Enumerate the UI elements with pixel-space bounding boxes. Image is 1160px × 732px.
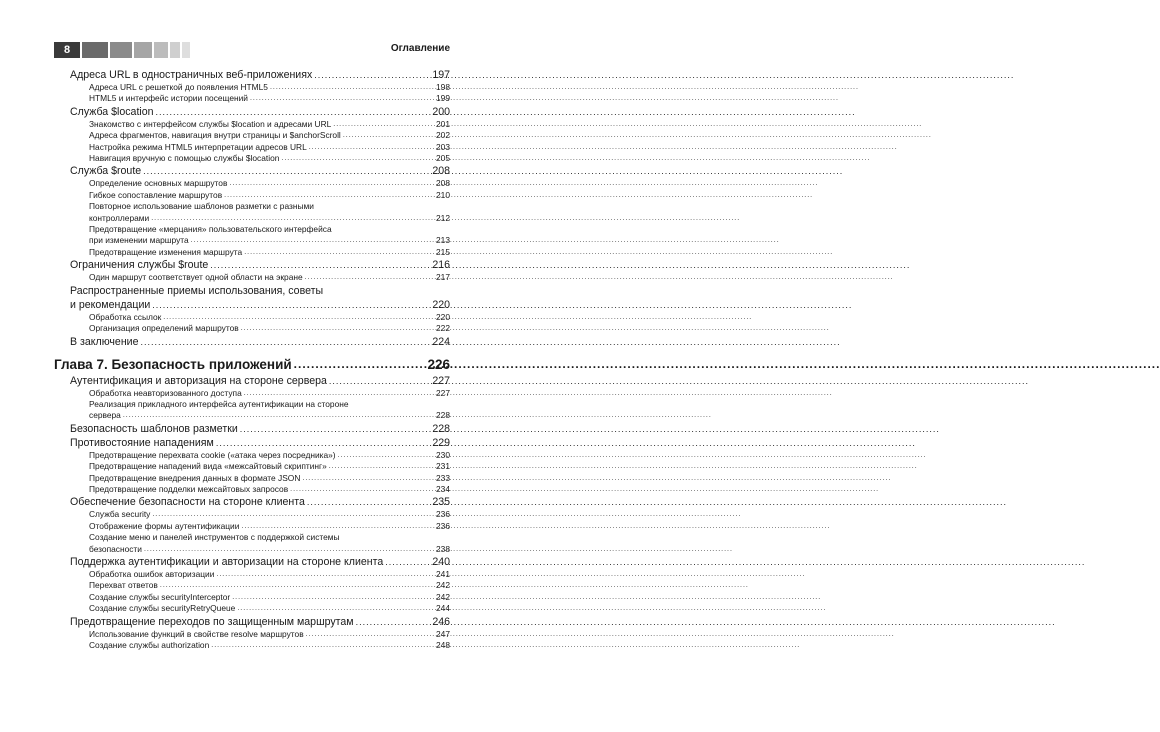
toc-subsection[interactable]: [54, 484, 450, 495]
dot-leader: [309, 142, 434, 153]
toc-entry-title: Служба security: [89, 509, 151, 520]
toc-entry-title: Безопасность шаблонов разметки: [70, 422, 238, 435]
toc-page-number: 203: [436, 141, 450, 152]
toc-subsection[interactable]: [54, 461, 450, 472]
dot-leader: [191, 235, 434, 246]
toc-subsection[interactable]: [54, 235, 450, 246]
dot-leader: [151, 213, 434, 224]
toc-page-number: 226: [427, 356, 450, 372]
toc-entry-title: Создание службы authorization: [89, 640, 210, 650]
dot-leader: [329, 374, 430, 388]
dot-leader: [244, 247, 434, 258]
toc-entry-lead: Распространенные приемы использования, советы: [70, 284, 324, 297]
toc-page-number: 234: [436, 483, 450, 494]
dot-leader: [156, 105, 431, 119]
toc-page-number: 199: [436, 93, 450, 104]
dot-leader: [333, 119, 434, 130]
page-number: 8: [54, 42, 80, 58]
toc-subsection[interactable]: [54, 629, 450, 640]
toc-entry-title: Один маршрут соответствует одной области на экране: [89, 272, 303, 283]
toc-subsection[interactable]: [54, 521, 450, 532]
toc-page-number: 217: [436, 272, 450, 283]
toc-entry-lead: Предотвращение «мерцания» пользовательского интерфейса: [89, 224, 332, 235]
toc-entry-title: и рекомендации: [70, 298, 151, 311]
toc-entry-title: сервера: [89, 410, 121, 421]
toc-entry-title: Обработка ссылок: [89, 311, 162, 322]
toc-section[interactable]: [54, 68, 450, 82]
dot-leader: [160, 580, 434, 591]
toc-entry-title: Определение основных маршрутов: [89, 178, 228, 189]
toc-subsection[interactable]: [54, 473, 450, 484]
toc-entry-title: Адреса фрагментов, навигация внутри страницы и $anchorScroll: [89, 130, 341, 141]
toc-subsection[interactable]: [54, 153, 450, 164]
page-header: [54, 42, 450, 58]
toc-page-number: 197: [432, 69, 450, 81]
dot-leader: [144, 544, 434, 555]
toc-subsection[interactable]: [54, 592, 450, 603]
toc-entry-title: Предотвращение переходов по защищенным маршрутам: [70, 615, 354, 628]
toc-subsection[interactable]: [54, 93, 450, 104]
toc-page-number: 236: [436, 520, 450, 531]
header-bar: [170, 42, 180, 58]
dot-leader: [329, 461, 434, 472]
toc-section[interactable]: [54, 164, 450, 178]
toc-page-number: 230: [436, 449, 450, 460]
header-decoration-bars: [82, 42, 190, 58]
toc-entry-title: Аутентификация и авторизация на стороне сервера: [70, 374, 327, 387]
dot-leader: [152, 509, 434, 520]
toc-entry-title: Гибкое сопоставление маршрутов: [89, 189, 223, 200]
toc-subsection[interactable]: [54, 142, 450, 153]
toc-entry-title: Обеспечение безопасности на стороне клиента: [70, 496, 305, 509]
toc-entry-title: В заключение: [70, 335, 139, 348]
dot-leader: [356, 615, 431, 629]
toc-page-number: 222: [436, 323, 450, 334]
toc-page-number: 228: [432, 422, 450, 435]
header-bar: [82, 42, 108, 58]
dot-leader: [240, 422, 431, 436]
dot-leader: [163, 312, 434, 323]
header-bar: [154, 42, 168, 58]
dot-leader: [294, 355, 426, 374]
toc-subsection[interactable]: [54, 544, 450, 555]
toc-subsection[interactable]: [54, 569, 450, 580]
dot-leader: [244, 388, 434, 399]
toc-page-number: 198: [436, 82, 450, 92]
toc-entry-title: Ограничения службы $route: [70, 259, 209, 272]
toc-subsection[interactable]: [54, 410, 450, 421]
toc-page-number: 247: [436, 628, 450, 639]
toc-section[interactable]: [54, 298, 450, 312]
toc-section[interactable]: [54, 422, 450, 436]
dot-leader: [302, 473, 434, 484]
dot-leader: [338, 450, 434, 461]
toc-subsection[interactable]: [54, 247, 450, 258]
toc-subsection[interactable]: [54, 450, 450, 461]
toc-page-number: 213: [436, 235, 450, 246]
dot-leader: [210, 258, 430, 272]
dot-leader: [305, 272, 434, 283]
toc-section[interactable]: [54, 335, 450, 349]
header-bar: [134, 42, 152, 58]
toc-page-number: 208: [436, 178, 450, 189]
toc-entry-lead: Реализация прикладного интерфейса аутентификации на стороне: [89, 398, 349, 409]
toc-entry-title: Обработка ошибок авторизации: [89, 568, 215, 579]
toc-page-number: 238: [436, 543, 450, 554]
toc-page-number: 212: [436, 212, 450, 223]
dot-leader: [241, 521, 434, 532]
toc-subsection[interactable]: [54, 130, 450, 141]
toc-subsection[interactable]: [54, 82, 450, 93]
toc-section[interactable]: [54, 555, 450, 569]
toc-entry-title: Поддержка аутентификации и авторизации на стороне клиента: [70, 555, 384, 568]
toc-entry-title: Предотвращение нападений вида «межсайтовый скриптинг»: [89, 461, 327, 472]
toc-page-number: 244: [436, 603, 450, 614]
toc-page-number: 220: [432, 298, 450, 311]
toc-page-number: 231: [436, 461, 450, 472]
toc-entry-title: Глава 7. Безопасность приложений: [54, 356, 292, 372]
toc-page-number: 241: [436, 568, 450, 579]
dot-leader: [306, 629, 434, 640]
toc-subsection[interactable]: [54, 272, 450, 283]
dot-leader: [216, 569, 434, 580]
toc-page-number: 200: [432, 105, 450, 118]
toc-page-number: 201: [436, 118, 450, 129]
toc-entry-title: Знакомство с интерфейсом службы $location и адресами URL: [89, 118, 332, 129]
toc-entry-title: Предотвращение изменения маршрута: [89, 246, 243, 257]
toc-page-number: 202: [436, 130, 450, 141]
toc-entry-title: HTML5 и интерфейс истории посещений: [89, 93, 248, 104]
dot-leader: [290, 484, 434, 495]
toc-section[interactable]: [54, 615, 450, 629]
toc-page-number: 215: [436, 246, 450, 257]
toc-entry-title: Организация определений маршрутов: [89, 323, 239, 334]
dot-leader: [237, 603, 434, 614]
toc-entry-title: при изменении маршрута: [89, 235, 189, 246]
toc-page-number: 248: [436, 640, 450, 650]
toc-subsection[interactable]: [54, 312, 450, 323]
toc-page-number: 216: [432, 259, 450, 272]
toc-page-number: 224: [432, 335, 450, 348]
dot-leader: [281, 153, 434, 164]
toc-page-number: 242: [436, 591, 450, 602]
dot-leader: [140, 335, 430, 349]
toc-chapter[interactable]: [54, 355, 450, 374]
toc-section[interactable]: [54, 495, 450, 509]
toc-entry-title: Противостояние нападениям: [70, 436, 214, 449]
toc-entry-title: Адреса URL в одностраничных веб-приложениях: [70, 69, 313, 81]
toc-entry-lead: Повторное использование шаблонов разметки с разными: [89, 201, 314, 212]
toc-page-number: 227: [432, 374, 450, 387]
dot-leader: [211, 640, 434, 651]
toc-entry-title: Отображение формы аутентификации: [89, 520, 240, 531]
table-of-contents: [54, 68, 450, 651]
toc-entry-title: Создание службы securityInterceptor: [89, 591, 231, 602]
toc-section[interactable]: [54, 105, 450, 119]
toc-entry-title: Предотвращение внедрения данных в формате JSON: [89, 472, 301, 483]
toc-page-number: 210: [436, 189, 450, 200]
toc-subsection[interactable]: [54, 388, 450, 399]
toc-page-number: 242: [436, 580, 450, 591]
toc-entry-title: безопасности: [89, 543, 142, 554]
toc-section[interactable]: [54, 374, 450, 388]
toc-subsection[interactable]: [54, 509, 450, 520]
toc-subsection[interactable]: [54, 119, 450, 130]
dot-leader: [123, 410, 434, 421]
toc-entry-title: Обработка неавторизованного доступа: [89, 387, 242, 398]
toc-entry-title: Адреса URL с решеткой до появления HTML5: [89, 82, 268, 92]
toc-page-number: 205: [436, 153, 450, 164]
dot-leader: [343, 130, 434, 141]
toc-entry-lead: Создание меню и панелей инструментов с поддержкой системы: [89, 532, 340, 543]
dot-leader: [216, 436, 430, 450]
toc-entry-title: Настройка режима HTML5 интерпретации адресов URL: [89, 141, 307, 152]
dot-leader: [224, 190, 434, 201]
dot-leader: [307, 495, 430, 509]
toc-section[interactable]: [54, 436, 450, 450]
dot-leader: [229, 178, 434, 189]
dot-leader: [152, 298, 430, 312]
toc-subsection[interactable]: [54, 323, 450, 334]
toc-page-number: 233: [436, 472, 450, 483]
toc-page-number: 229: [432, 436, 450, 449]
toc-subsection[interactable]: [54, 603, 450, 614]
running-head-title: Оглавление: [390, 43, 450, 54]
toc-entry-title: Перехват ответов: [89, 580, 158, 591]
toc-page-number: 236: [436, 509, 450, 520]
toc-subsection[interactable]: [54, 190, 450, 201]
toc-subsection[interactable]: [54, 580, 450, 591]
toc-section[interactable]: [54, 258, 450, 272]
toc-page-number: 235: [432, 496, 450, 509]
dot-leader: [241, 323, 434, 334]
toc-entry-title: Предотвращение перехвата cookie («атака через посредника»): [89, 449, 336, 460]
header-bar: [182, 42, 190, 58]
toc-entry-title: Использование функций в свойстве resolve маршрутов: [89, 628, 304, 639]
toc-entry-title: контроллерами: [89, 212, 150, 223]
toc-page-number: 227: [436, 387, 450, 398]
dot-leader: [270, 82, 434, 93]
toc-page-number: 220: [436, 311, 450, 322]
dot-leader: [314, 68, 430, 82]
dot-leader: [143, 164, 430, 178]
header-bar: [110, 42, 132, 58]
toc-entry-title: Навигация вручную с помощью службы $location: [89, 153, 280, 164]
dot-leader: [385, 555, 430, 569]
toc-entry-title: Создание службы securityRetryQueue: [89, 603, 236, 614]
dot-leader: [250, 93, 434, 104]
toc-page-number: 240: [432, 555, 450, 568]
toc-entry-title: Служба $route: [70, 165, 142, 178]
toc-entry-title: Предотвращение подделки межсайтовых запросов: [89, 483, 289, 494]
toc-entry-title: Служба $location: [70, 105, 154, 118]
toc-subsection[interactable]: [54, 213, 450, 224]
toc-subsection[interactable]: [54, 640, 450, 651]
toc-subsection[interactable]: [54, 178, 450, 189]
toc-page-number: 228: [436, 410, 450, 421]
toc-page-number: 246: [432, 615, 450, 628]
toc-page-number: 208: [432, 165, 450, 178]
dot-leader: [232, 592, 434, 603]
